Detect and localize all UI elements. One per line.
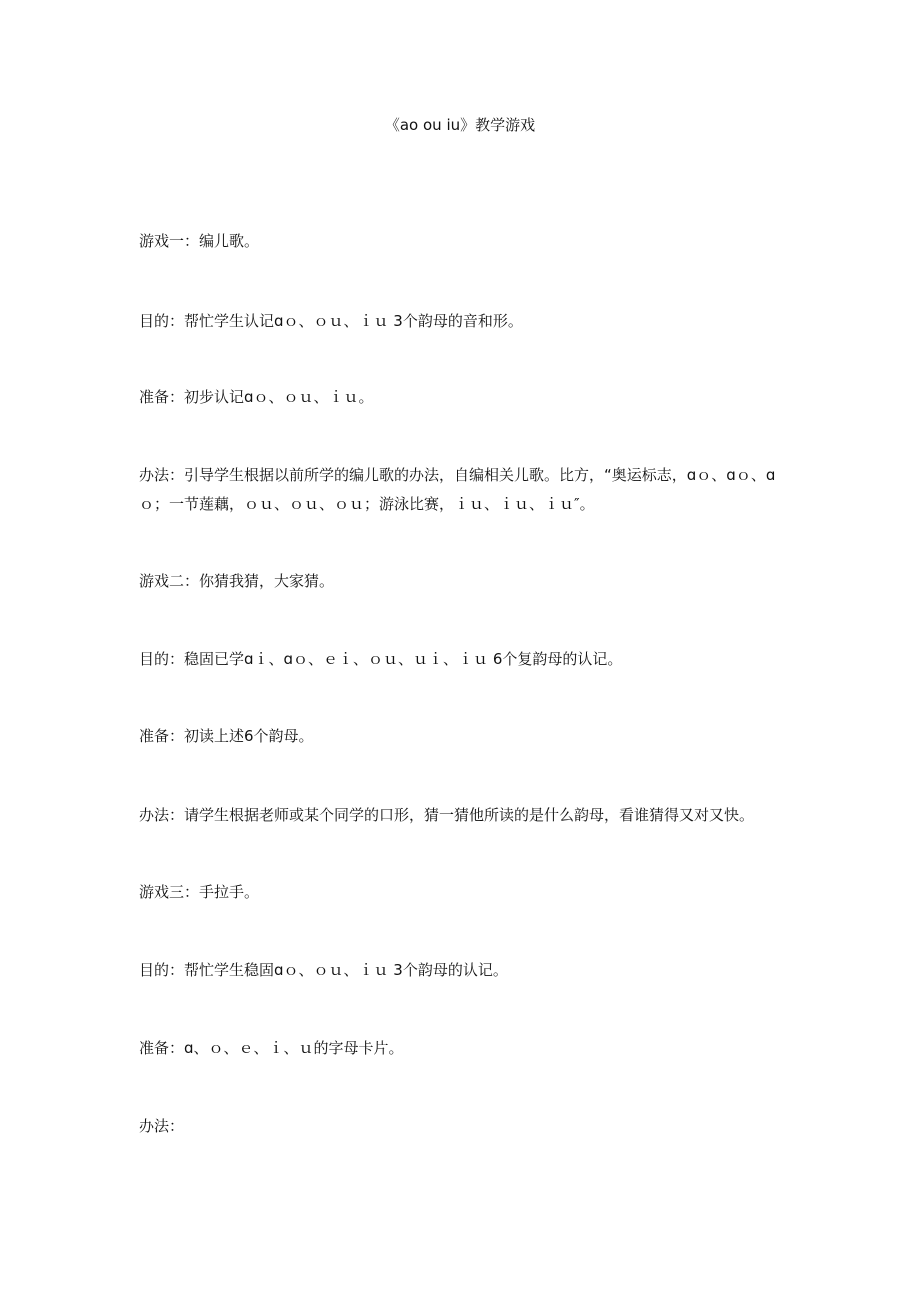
game3-method: 办法：: [139, 1117, 185, 1135]
game2-preparation: 准备：初读上述6个韵母。: [139, 727, 314, 745]
game2-method: 办法：请学生根据老师或某个同学的口形，猜一猜他所读的是什么韵母，看谁猜得又对又快。: [139, 806, 755, 824]
game1-heading: 游戏一：编儿歌。: [139, 232, 260, 250]
document-title: 《ao ou iu》教学游戏: [384, 116, 536, 134]
game3-heading: 游戏三：手拉手。: [139, 883, 260, 901]
game2-heading: 游戏二：你猜我猜，大家猜。: [139, 572, 335, 590]
game1-preparation: 准备：初步认记ɑｏ、ｏｕ、ｉｕ。: [139, 388, 374, 406]
game2-goal: 目的：稳固已学ɑｉ、ɑｏ、ｅｉ、ｏｕ、ｕｉ、ｉｕ 6个复韵母的认记。: [139, 650, 623, 668]
game1-goal: 目的：帮忙学生认记ɑｏ、ｏｕ、ｉｕ 3个韵母的音和形。: [139, 312, 523, 330]
game1-method: 办法：引导学生根据以前所学的编儿歌的办法，自编相关儿歌。比方，“奥运标志，ɑｏ、ɑｏ、ɑｏ；一节莲藕，ｏｕ、ｏｕ、ｏｕ；游泳比赛，ｉｕ、ｉｕ、ｉｕ″。: [139, 466, 776, 513]
game3-goal: 目的：帮忙学生稳固ɑｏ、ｏｕ、ｉｕ 3个韵母的认记。: [139, 961, 508, 979]
game3-preparation: 准备：ɑ、ｏ、ｅ、ｉ、ｕ的字母卡片。: [139, 1039, 404, 1057]
